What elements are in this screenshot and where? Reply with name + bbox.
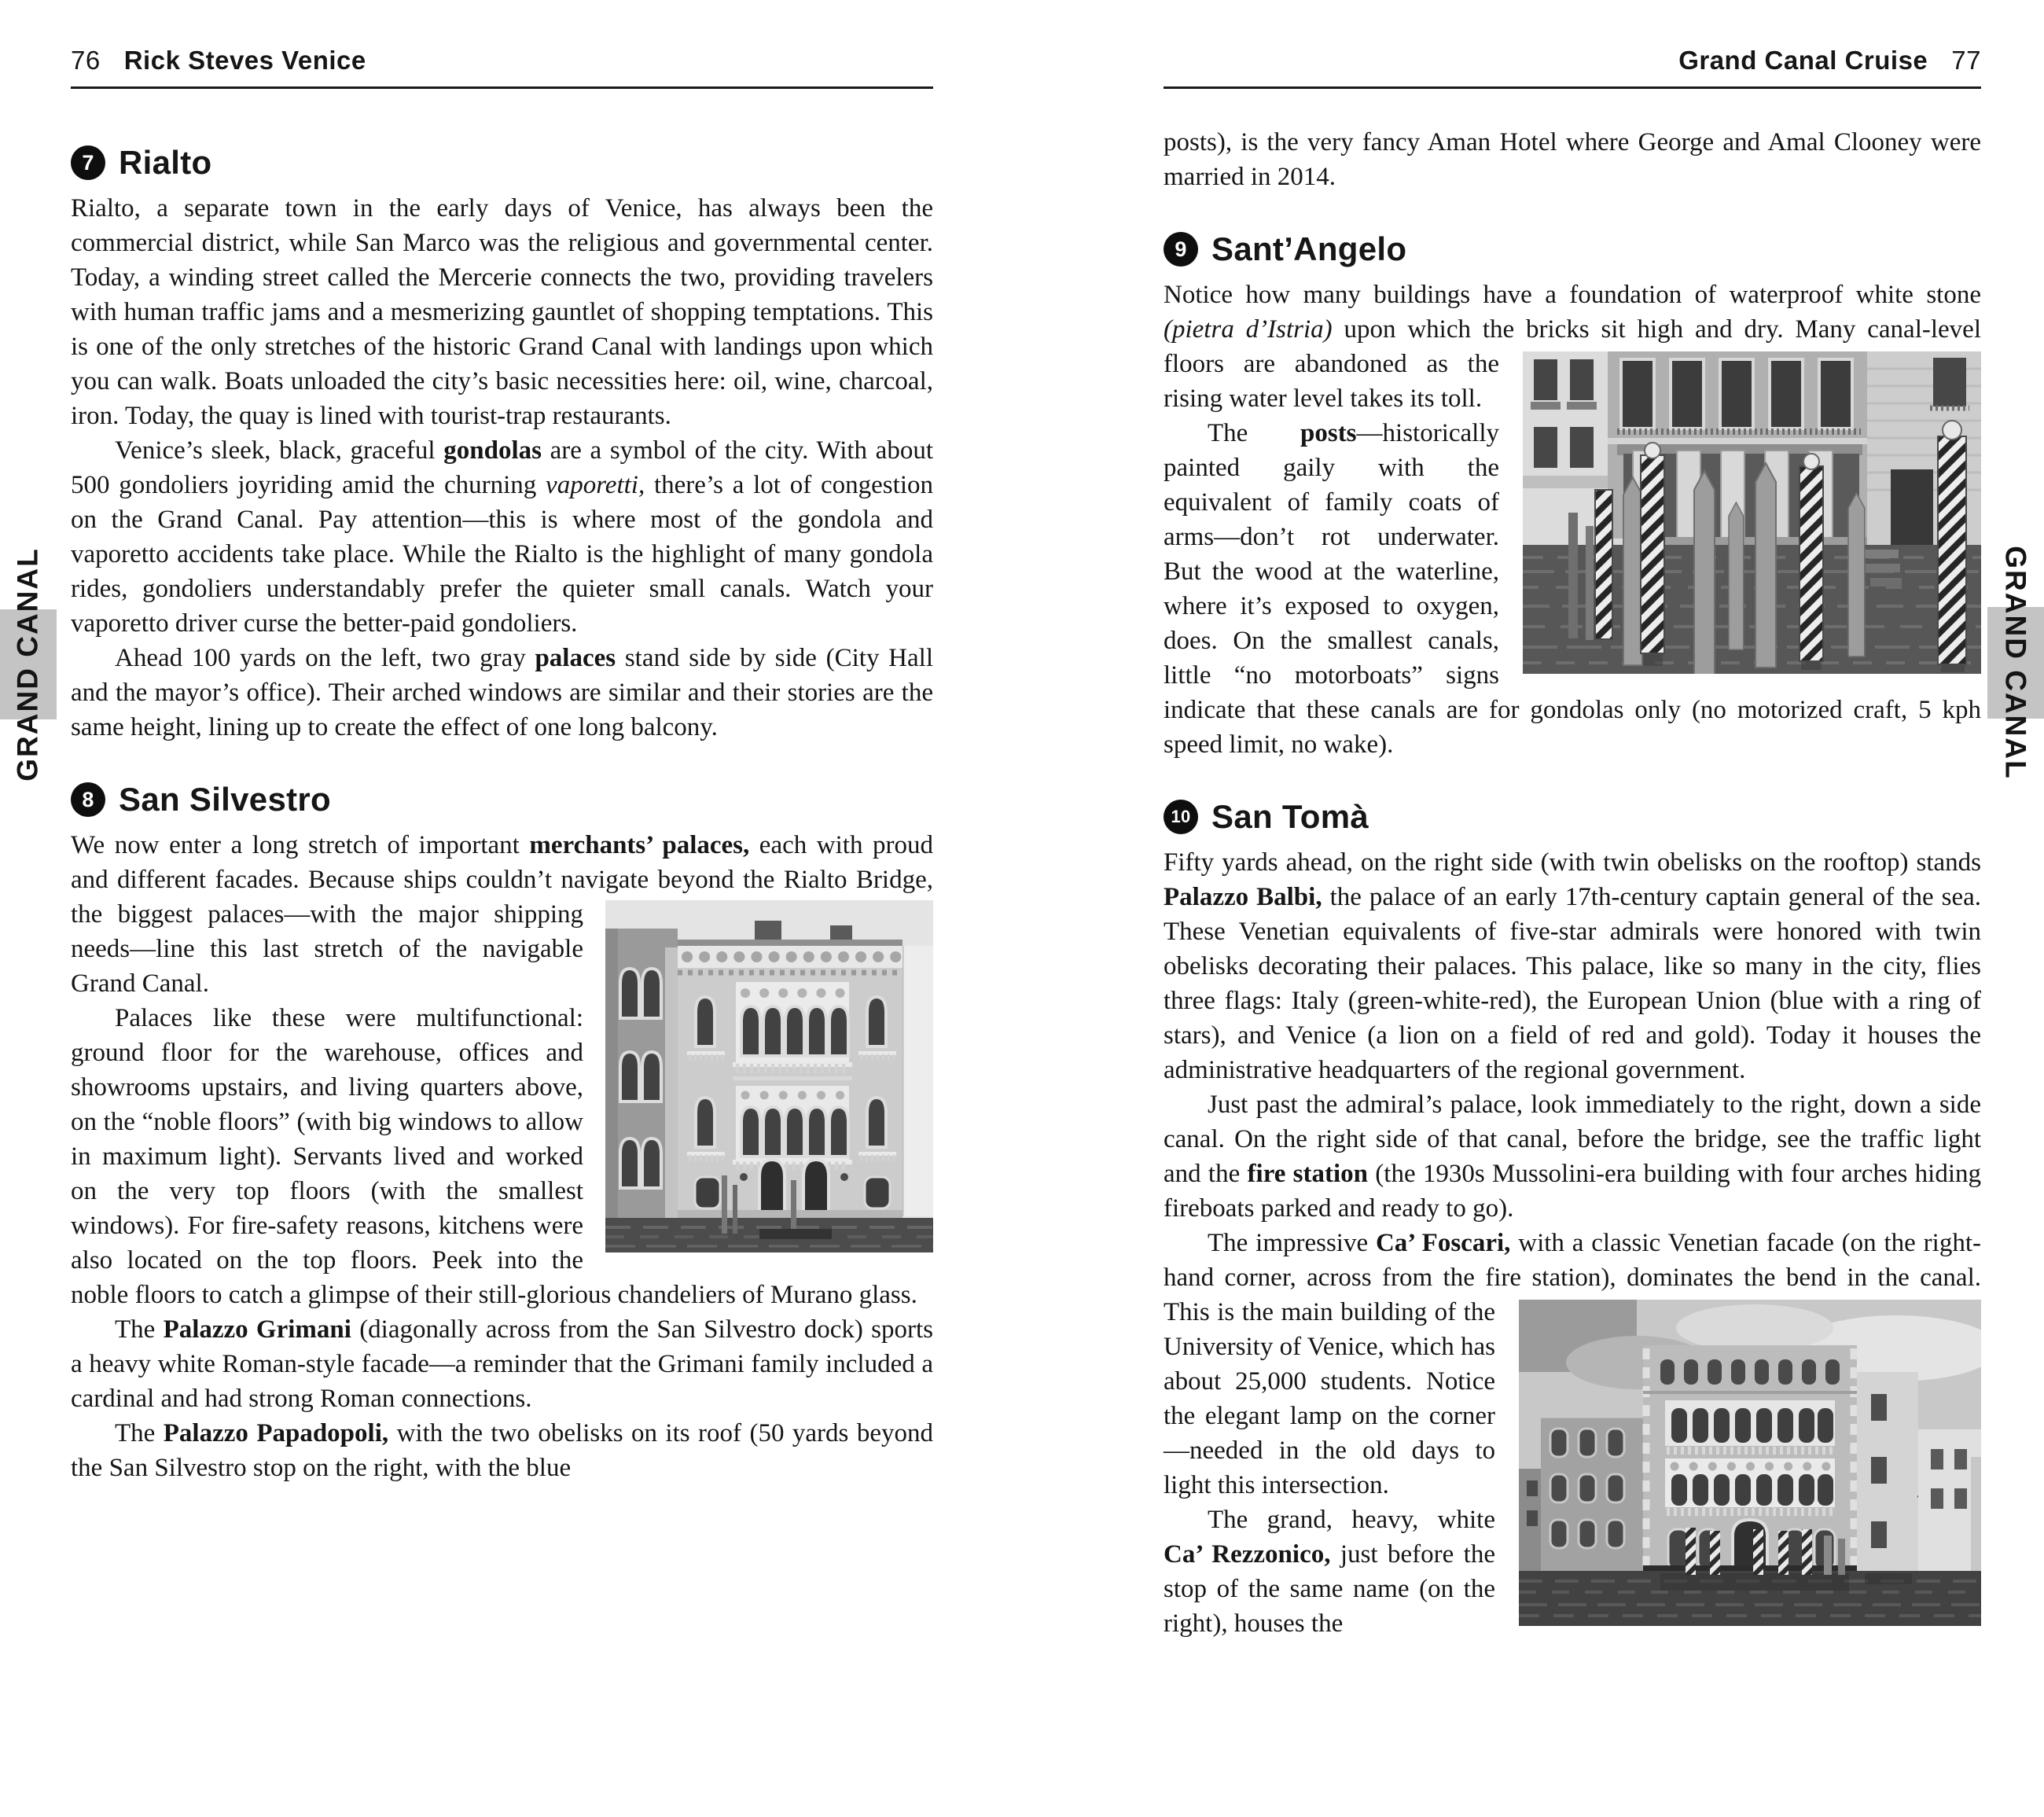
page-77 <box>1164 46 1981 1641</box>
stop-number-badge: 8 <box>71 782 105 817</box>
heading-text: Sant’Angelo <box>1211 230 1407 267</box>
paragraph: We now enter a long stretch of important merchants’ palaces, each with proud and different facades. Because ships couldn’t navigate beyond the Rialto Bridge, the biggest palaces—with the major shipping needs—line this last stretch of the navigable Grand Canal. <box>71 828 933 1001</box>
book-title: Rick Steves Venice <box>123 46 366 75</box>
page-number: 76 <box>71 46 101 75</box>
page-header-right <box>1164 46 1981 89</box>
heading-text: San Tomà <box>1211 798 1369 835</box>
paragraph: Fifty yards ahead, on the right side (with twin obelisks on the rooftop) stands Palazzo Balbi, the palace of an early 17th-century captain general of the sea. These Venetian equivalents of five-star admirals were honored with twin obelisks decorating their palaces. This palace, like so many in the city, flies three flags: Italy (green-white-red), the European Union (blue with a ring of stars), and Venice (a lion on a field of red and gold). Today it houses the administrative headquarters of the regional government. <box>1164 848 1981 1084</box>
paragraph: The grand, heavy, white Ca’ Rezzonico, just before the stop of the same name (on the right), houses the <box>1164 1506 1495 1638</box>
side-tab-left <box>0 547 57 782</box>
paragraph: Ahead 100 yards on the left, two gray palaces stand side by side (City Hall and the mayor’s office). Their arched windows are similar and their stories are the same height, lining up to create the effect of one long balcony. <box>71 644 933 741</box>
paragraph: posts), is the very fancy Aman Hotel where George and Amal Clooney were married in 2014. <box>1164 128 1981 191</box>
paragraph: The posts—historically painted gaily with the equivalent of family coats of arms—don’t rot underwater. But the wood at the waterline, where it’s exposed to oxygen, does. On the smallest canals, little “no motorboats” signs indicate that these canals are for gondolas only (no motorized craft, 5 kph speed limit, no wake). <box>1164 419 1981 759</box>
section-heading-rialto <box>71 144 933 182</box>
paragraph: Rialto, a separate town in the early days of Venice, has always been the commercial district, while San Marco was the religious and governmental center. Today, a winding street called the Mercerie connects the two, providing travelers with human traffic jams and a mesmerizing gauntlet of shopping temptations. This is one of the only stretches of the historic Grand Canal with landings upon which you can walk. Boats unloaded the city’s basic necessities here: oil, wine, charcoal, iron. Today, the quay is lined with tourist-trap restaurants. <box>71 194 933 430</box>
stop-number-badge: 7 <box>71 145 105 180</box>
stop-number-badge: 10 <box>1164 800 1198 834</box>
paragraph: Notice how many buildings have a foundation of waterproof white stone (pietra d’Istria) upon which the bricks sit high and dry. Many canal-level floors are abandoned as the rising water level takes its toll. <box>1164 278 1981 416</box>
page-content-right <box>1164 125 1981 1641</box>
stop-number-badge: 9 <box>1164 232 1198 267</box>
side-tab-right <box>1987 546 2044 780</box>
heading-text: San Silvestro <box>119 781 332 818</box>
paragraph: The impressive Ca’ Foscari, with a classic Venetian facade (on the right-hand corner, across from the fire station), dominates the bend in the canal. This is the main building of the University of Venice, which has about 25,000 students. Notice the elegant lamp on the corner—needed in the old days to light this intersection. <box>1164 1226 1981 1503</box>
paragraph: Venice’s sleek, black, graceful gondolas are a symbol of the city. With about 500 gondoliers joyriding amid the churning vaporetti, there’s a lot of congestion on the Grand Canal. Pay attention—this is where most of the gondola and vaporetto accidents take place. While the Rialto is the highlight of many gondola rides, gondoliers understandably prefer the quieter small canals. Watch your vaporetto driver curse the better-paid gondoliers. <box>71 436 933 638</box>
page-header-left <box>71 46 933 89</box>
page-number: 77 <box>1951 46 1981 75</box>
section-heading-sant-angelo <box>1164 230 1981 268</box>
page-content-left <box>71 144 933 1485</box>
striped-mooring-posts-canal-photo <box>1523 351 1981 674</box>
paragraph: The Palazzo Papadopoli, with the two obelisks on its roof (50 yards beyond the San Silvestro stop on the right, with the blue <box>71 1419 933 1482</box>
section-heading-san-tom- <box>1164 798 1981 836</box>
ca-foscari-palace-photo <box>1519 1300 1981 1626</box>
paragraph: The Palazzo Grimani (diagonally across from the San Silvestro dock) sports a heavy white Roman-style facade—a reminder that the Grimani family included a cardinal and had strong Roman connections. <box>71 1315 933 1413</box>
paragraph: Palaces like these were multifunctional: ground floor for the warehouse, offices and showrooms upstairs, and living quarters above, on the “noble floors” (with big windows to allow in maximum light). Servants lived and worked on the very top floors (with the smallest windows). For fire-safety reasons, kitchens were also located on the top floors. Peek into the noble floors to catch a glimpse of their still-glorious chandeliers of Murano glass. <box>71 1004 917 1309</box>
san-silvestro-merchant-palace-photo <box>605 900 933 1252</box>
section-heading-san-silvestro <box>71 781 933 818</box>
page-76 <box>71 46 933 1485</box>
paragraph: Just past the admiral’s palace, look immediately to the right, down a side canal. On the right side of that canal, before the bridge, see the traffic light and the fire station (the 1930s Mussolini-era building with four arches hiding fireboats parked and ready to go). <box>1164 1091 1981 1223</box>
heading-text: Rialto <box>119 144 212 181</box>
side-tab-label: GRAND CANAL <box>12 547 44 782</box>
side-tab-label: GRAND CANAL <box>2000 546 2032 780</box>
chapter-title: Grand Canal Cruise <box>1678 46 1928 75</box>
